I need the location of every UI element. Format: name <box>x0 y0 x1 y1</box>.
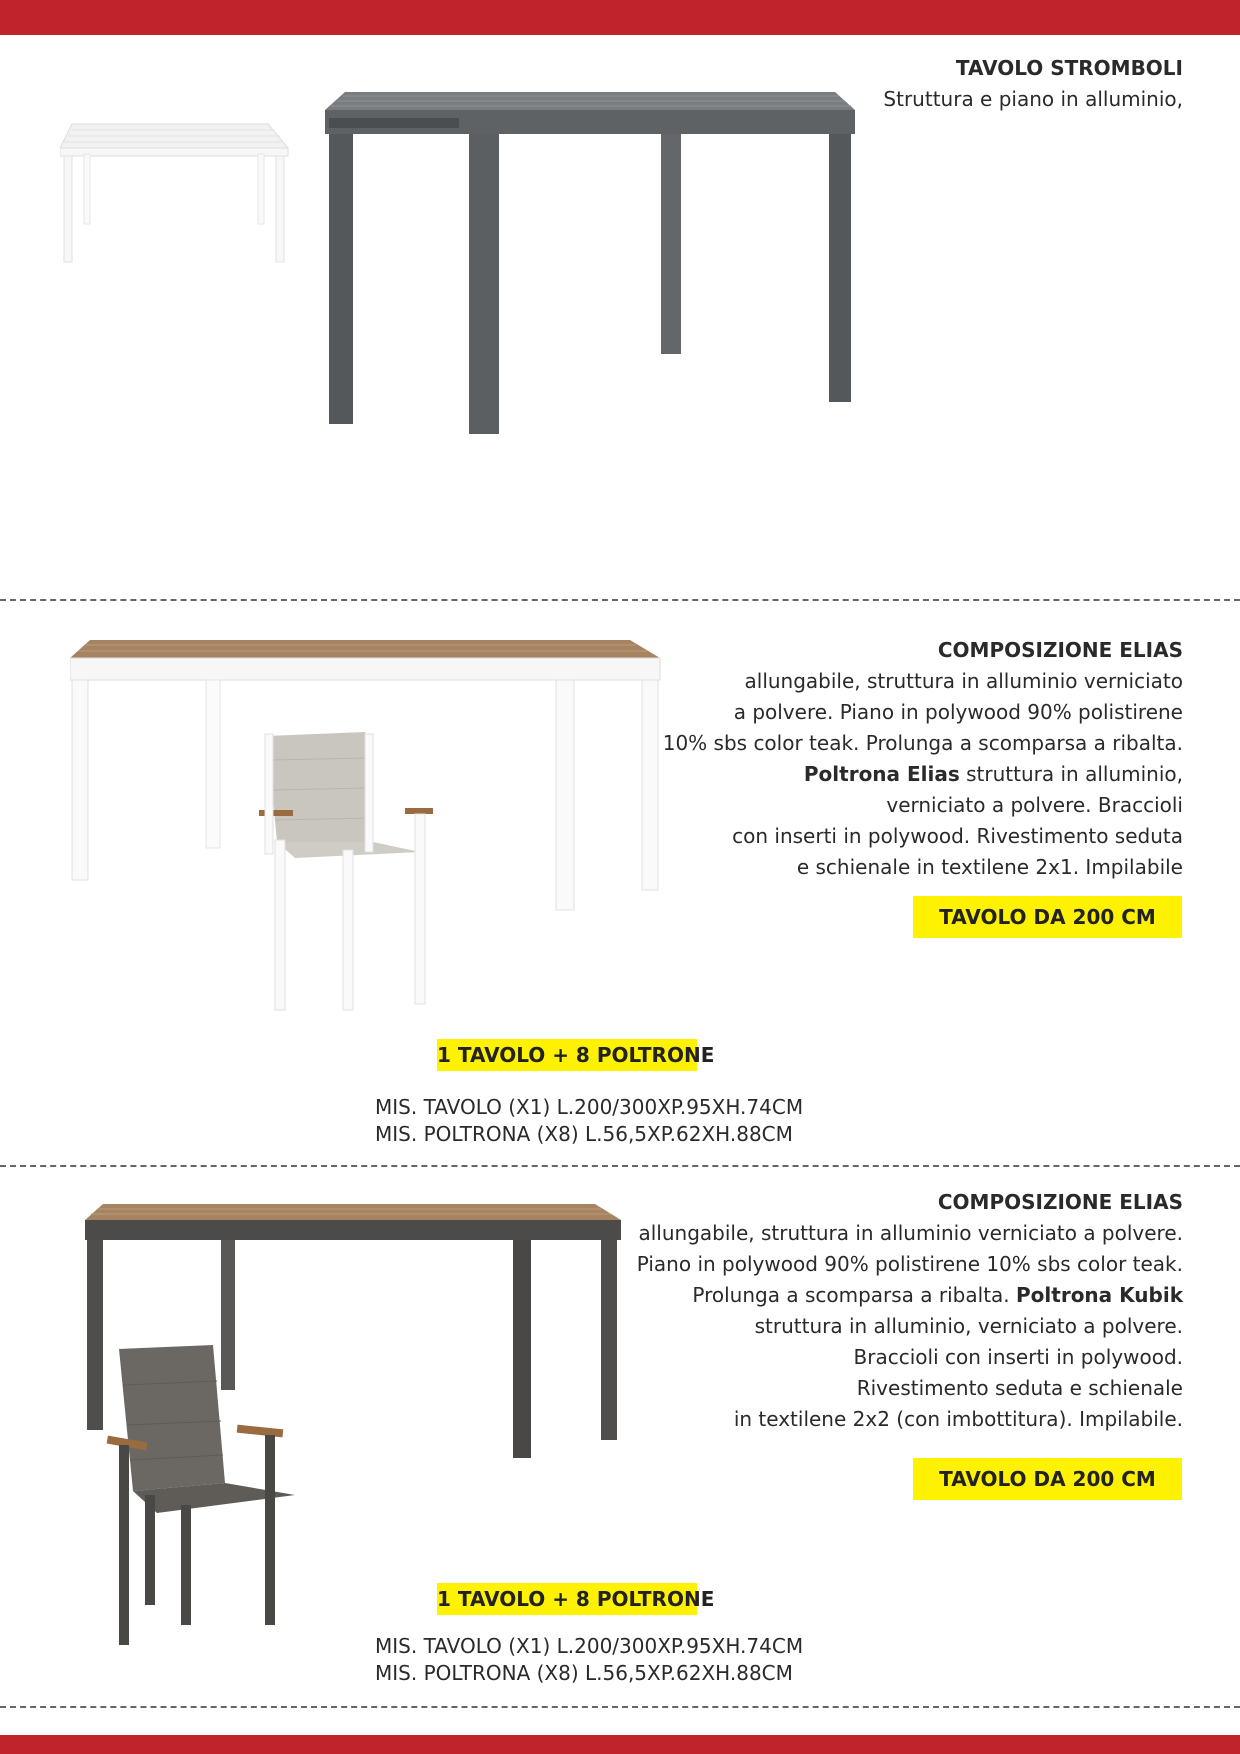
section-divider <box>0 1165 1240 1167</box>
section3-line7: in textilene 2x2 (con imbottitura). Impilabile. <box>733 1407 1183 1431</box>
section2-size-badge: TAVOLO DA 200 CM <box>913 896 1182 938</box>
section2-line4-text: struttura in alluminio, <box>959 762 1183 786</box>
section3-title: COMPOSIZIONE ELIAS <box>937 1190 1183 1214</box>
section2-chair-measure: MIS. POLTRONA (X8) L.56,5XP.62XH.88CM <box>375 1122 793 1146</box>
section2-title: COMPOSIZIONE ELIAS <box>937 638 1183 662</box>
section2-line2: a polvere. Piano in polywood 90% polistirene <box>733 700 1183 724</box>
section3-set-badge: 1 TAVOLO + 8 POLTRONE <box>437 1583 697 1615</box>
section3-line3-text: Prolunga a scomparsa a ribalta. <box>692 1283 1017 1307</box>
section2-line3: 10% sbs color teak. Prolunga a scomparsa a ribalta. <box>662 731 1183 755</box>
section2-line7: e schienale in textilene 2x1. Impilabile <box>796 855 1183 879</box>
section3-line4: struttura in alluminio, verniciato a polvere. <box>754 1314 1183 1338</box>
section3-line5: Braccioli con inserti in polywood. <box>853 1345 1183 1369</box>
header-bar <box>0 0 1240 35</box>
section2-line6: con inserti in polywood. Rivestimento seduta <box>732 824 1183 848</box>
section2-line5: verniciato a polvere. Braccioli <box>886 793 1183 817</box>
section3-size-badge: TAVOLO DA 200 CM <box>913 1458 1182 1500</box>
section2-line4 <box>804 759 1183 790</box>
kubik-chair-image <box>105 1345 315 1645</box>
section3-chair-name: Poltrona Kubik <box>1016 1283 1183 1307</box>
section2-line1: allungabile, struttura in alluminio verniciato <box>744 669 1183 693</box>
elias-chair-image <box>255 730 480 1015</box>
section3-line3 <box>692 1280 1183 1311</box>
section3-table-measure: MIS. TAVOLO (X1) L.200/300XP.95XH.74CM <box>375 1634 804 1658</box>
stromboli-white-table-image <box>60 118 290 268</box>
section3-line6: Rivestimento seduta e schienale <box>856 1376 1183 1400</box>
section2-chair-name: Poltrona Elias <box>803 762 960 786</box>
section2-set-badge: 1 TAVOLO + 8 POLTRONE <box>437 1039 697 1071</box>
section2-table-measure: MIS. TAVOLO (X1) L.200/300XP.95XH.74CM <box>375 1095 804 1119</box>
footer-bar <box>0 1735 1240 1754</box>
section1-title: TAVOLO STROMBOLI <box>955 56 1183 80</box>
section-divider <box>0 599 1240 601</box>
section-divider <box>0 1706 1240 1708</box>
section1-description: Struttura e piano in alluminio, <box>883 87 1183 111</box>
section3-line2: Piano in polywood 90% polistirene 10% sbs color teak. <box>636 1252 1183 1276</box>
stromboli-grey-table-image <box>325 88 860 438</box>
section3-chair-measure: MIS. POLTRONA (X8) L.56,5XP.62XH.88CM <box>375 1661 793 1685</box>
section3-line1: allungabile, struttura in alluminio verniciato a polvere. <box>638 1221 1183 1245</box>
